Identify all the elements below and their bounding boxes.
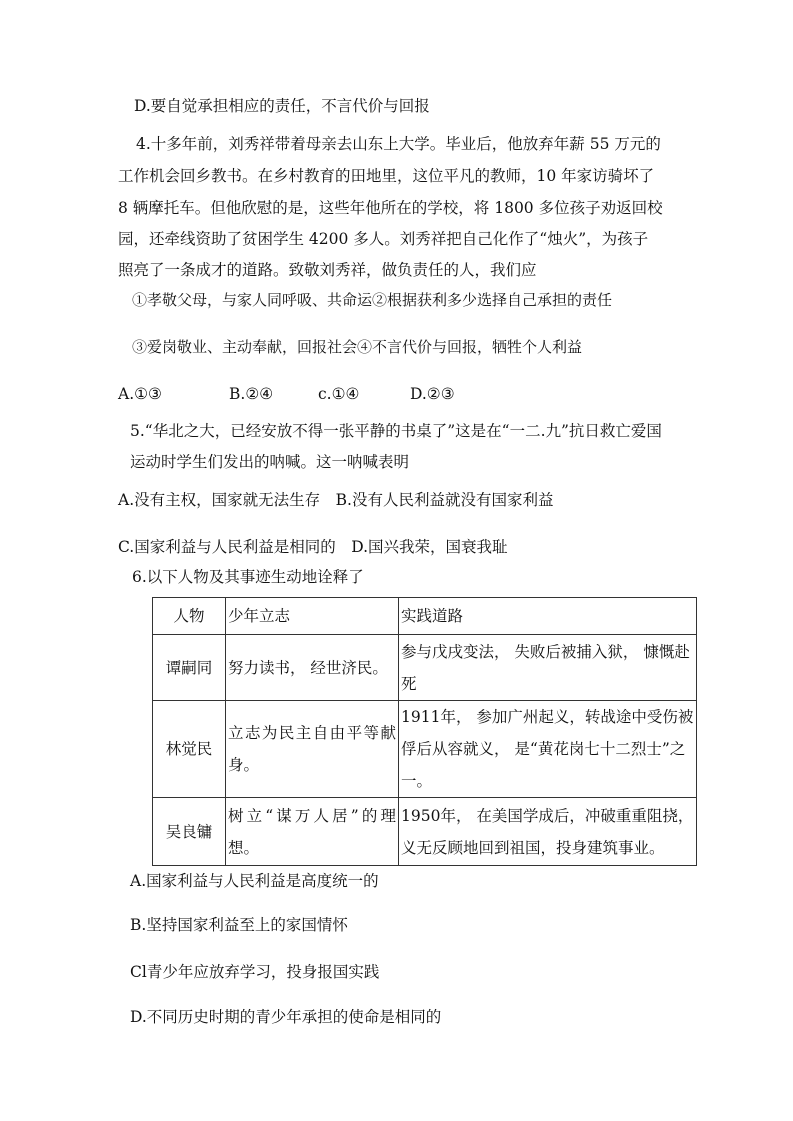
table-header-row: [153, 598, 697, 635]
cell-path: 1911年， 参加广州起义，转战途中受伤被俘后从容就义， 是“黄花岗七十二烈士”之一。: [399, 701, 697, 798]
q4-statements-3-4: ③爱岗敬业、主动奉献，回报社会④不言代价与回报，牺牲个人利益: [132, 338, 583, 356]
cell-person: 谭嗣同: [153, 635, 226, 701]
q3-option-d: D.要自觉承担相应的责任，不言代价与回报: [134, 97, 430, 115]
q4-stem-line-1: 4.十多年前，刘秀祥带着母亲去山东上大学。毕业后，他放弃年薪 55 万元的: [136, 135, 661, 153]
q4-stem-line-4: 园，还牵线资助了贫困学生 4200 多人。刘秀祥把自己化作了“烛火”，为孩子: [118, 230, 649, 248]
cell-person: 林觉民: [153, 701, 226, 798]
q4-option-a: A.①③: [118, 385, 162, 403]
table-row: [153, 635, 697, 701]
q4-stem-line-2: 工作机会回乡教书。在乡村教育的田地里，这位平凡的教师，10 年家访骑坏了: [118, 167, 655, 185]
table-row: [153, 701, 697, 798]
header-aspiration: 少年立志: [226, 598, 399, 635]
cell-path: 参与戊戌变法， 失败后被捕入狱， 慷慨赴死: [399, 635, 697, 701]
cell-person: 吴良镛: [153, 798, 226, 866]
q6-stem: 6.以下人物及其事迹生动地诠释了: [132, 568, 364, 586]
cell-aspiration: 树立“谋万人居”的理想。: [226, 798, 399, 866]
q4-stem-line-5: 照亮了一条成才的道路。致敬刘秀祥，做负责任的人，我们应: [118, 261, 537, 279]
q4-option-d: D.②③: [410, 385, 455, 403]
q5-stem-line-1: 5.“华北之大，已经安放不得一张平静的书桌了”这是在“一二.九”抗日救亡爱国: [130, 422, 662, 440]
q4-option-c: c.①④: [318, 385, 360, 403]
q4-stem-line-3: 8 辆摩托车。但他欣慰的是，这些年他所在的学校，将 1800 多位孩子劝返回校: [118, 199, 663, 217]
q6-option-a: A.国家利益与人民利益是高度统一的: [130, 872, 379, 890]
cell-path: 1950年， 在美国学成后，冲破重重阻挠，义无反顾地回到祖国，投身建筑事业。: [399, 798, 697, 866]
q6-option-b: B.坚持国家利益至上的家国情怀: [130, 916, 348, 934]
q5-options-ab: A.没有主权，国家就无法生存 B.没有人民利益就没有国家利益: [118, 491, 554, 509]
cell-aspiration: 立志为民主自由平等献身。: [226, 701, 399, 798]
q4-option-b: B.②④: [229, 385, 274, 403]
q6-table: [152, 597, 697, 866]
table-row: [153, 798, 697, 866]
header-path: 实践道路: [399, 598, 697, 635]
cell-aspiration: 努力读书， 经世济民。: [226, 635, 399, 701]
q5-stem-line-2: 运动时学生们发出的呐喊。这一呐喊表明: [130, 453, 410, 471]
q6-option-c: Cl青少年应放弃学习，投身报国实践: [130, 963, 380, 981]
q6-option-d: D.不同历史时期的青少年承担的使命是相同的: [130, 1008, 442, 1026]
header-person: 人物: [153, 598, 226, 635]
q4-statements-1-2: ①孝敬父母，与家人同呼吸、共命运②根据获利多少选择自己承担的责任: [132, 291, 613, 309]
q5-options-cd: C.国家利益与人民利益是相同的 D.国兴我荣，国衰我耻: [118, 538, 508, 556]
